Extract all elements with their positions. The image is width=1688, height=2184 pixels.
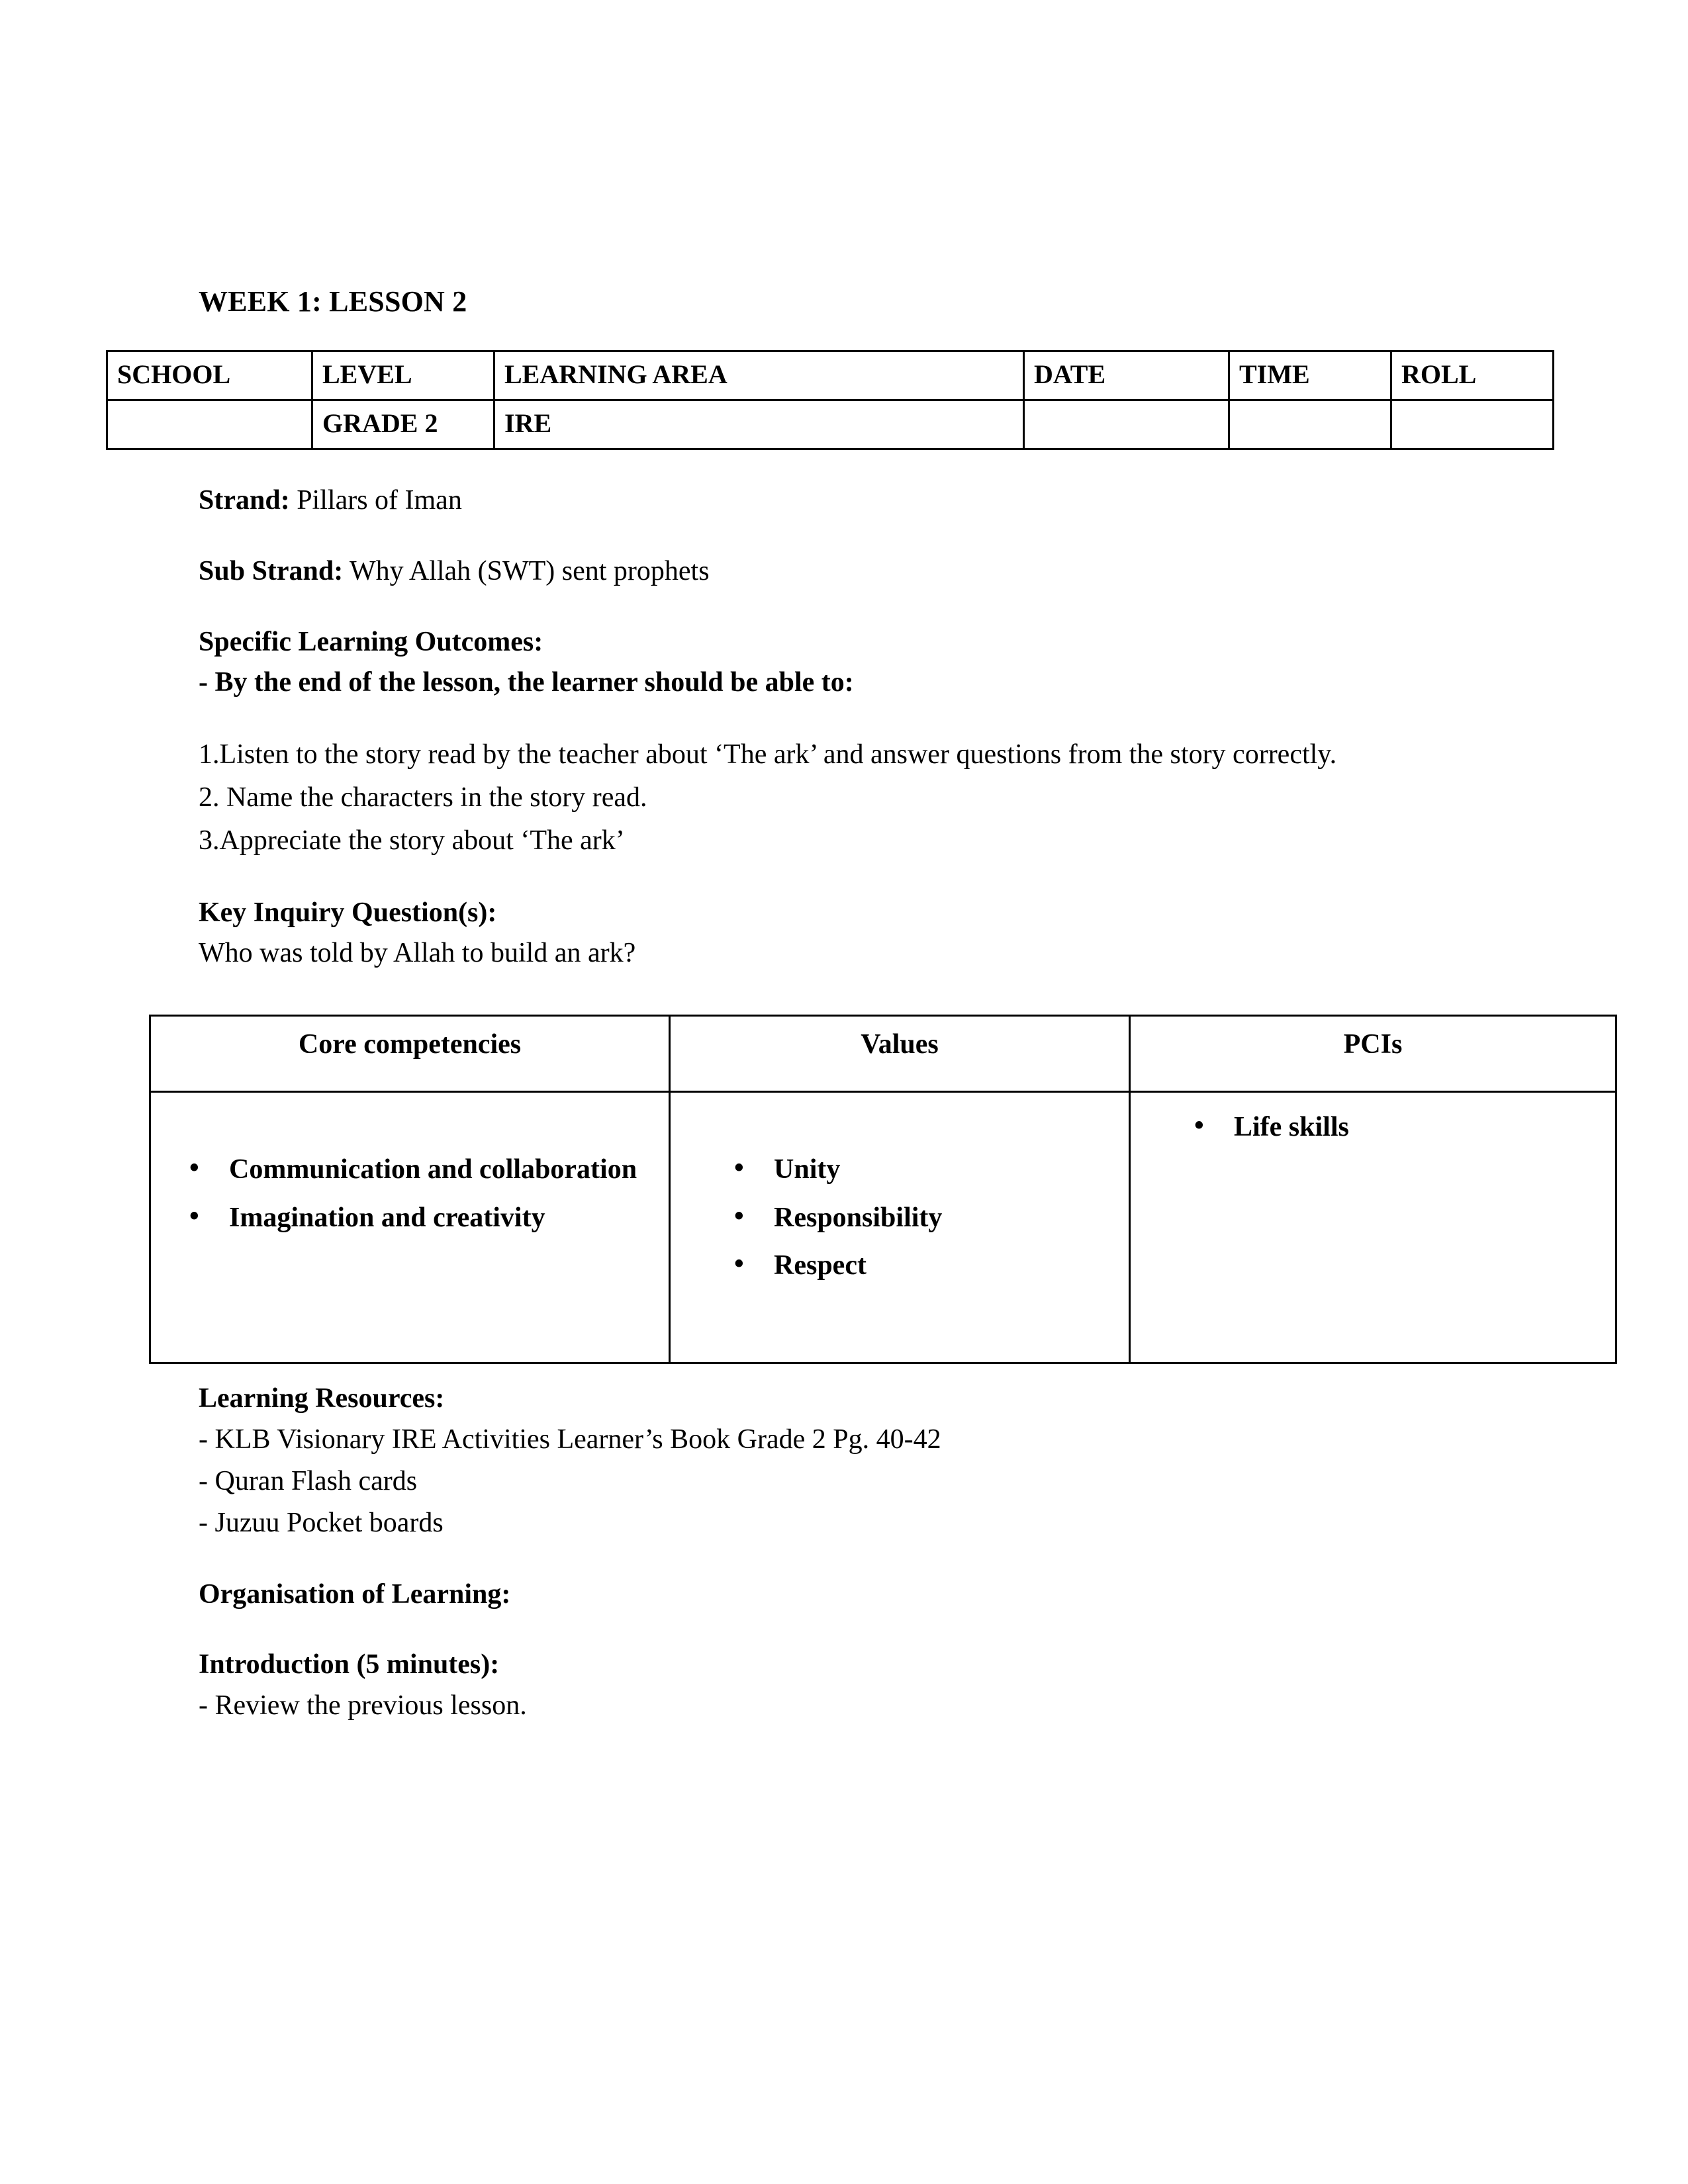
competency-table <box>149 1015 1617 1364</box>
outcome-item-1: 1.Listen to the story read by the teacher about ‘The ark’ and answer questions from the story correctly. <box>199 739 1337 770</box>
competency-header-row <box>150 1015 1617 1091</box>
cell-learning-area[interactable]: IRE <box>494 400 1024 449</box>
cell-date[interactable] <box>1024 400 1229 449</box>
key-inquiry-heading: Key Inquiry Question(s): <box>199 897 497 928</box>
sub-strand-line <box>106 551 1622 592</box>
cell-level[interactable]: GRADE 2 <box>312 400 494 449</box>
values-list <box>696 1150 1115 1287</box>
list-item: • Imagination and creativity <box>151 1198 655 1238</box>
table-row <box>107 400 1554 449</box>
strand-value: Pillars of Iman <box>289 485 462 516</box>
learning-resource-item-3: - Juzuu Pocket boards <box>199 1507 444 1538</box>
column-header-time: TIME <box>1229 351 1391 400</box>
strand-label: Strand: <box>199 485 290 516</box>
learning-resource-item-2: - Quran Flash cards <box>199 1465 418 1496</box>
list-item: • Respect <box>696 1246 1115 1286</box>
introduction-heading: Introduction (5 minutes): <box>199 1649 500 1680</box>
list-item: • Responsibility <box>696 1198 1115 1238</box>
learning-resources-heading: Learning Resources: <box>199 1383 445 1414</box>
column-header-learning-area: LEARNING AREA <box>494 351 1024 400</box>
outcomes-subheading: - By the end of the lesson, the learner should be able to: <box>199 666 854 698</box>
cell-roll[interactable] <box>1391 400 1554 449</box>
cell-values <box>670 1091 1130 1363</box>
sub-strand-label: Sub Strand: <box>199 555 344 586</box>
outcome-item-2: 2. Name the characters in the story read. <box>199 782 647 813</box>
column-header-pcis: PCIs <box>1130 1015 1617 1091</box>
competency-body-row <box>150 1091 1617 1363</box>
page-title: WEEK 1: LESSON 2 <box>199 285 467 318</box>
list-item: • Unity <box>696 1150 1115 1190</box>
key-inquiry-question: Who was told by Allah to build an ark? <box>199 937 636 968</box>
cell-time[interactable] <box>1229 400 1391 449</box>
core-competencies-list <box>151 1150 655 1238</box>
list-item: • Life skills <box>1156 1107 1602 1148</box>
column-header-level: LEVEL <box>312 351 494 400</box>
column-header-values: Values <box>670 1015 1130 1091</box>
lesson-info-table <box>106 350 1554 450</box>
organisation-heading: Organisation of Learning: <box>199 1578 511 1610</box>
cell-core-competencies <box>150 1091 670 1363</box>
outcomes-heading: Specific Learning Outcomes: <box>199 626 543 657</box>
cell-pcis <box>1130 1091 1617 1363</box>
sub-strand-value: Why Allah (SWT) sent prophets <box>343 555 710 586</box>
learning-resource-item-1: - KLB Visionary IRE Activities Learner’s Book Grade 2 Pg. 40-42 <box>199 1424 941 1455</box>
document-body <box>106 285 1622 1727</box>
outcome-item-3: 3.Appreciate the story about ‘The ark’ <box>199 825 625 856</box>
column-header-date: DATE <box>1024 351 1229 400</box>
list-item: • Communication and collaboration <box>151 1150 655 1190</box>
table-header-row <box>107 351 1554 400</box>
column-header-core-competencies: Core competencies <box>150 1015 670 1091</box>
column-header-school: SCHOOL <box>107 351 312 400</box>
cell-school[interactable] <box>107 400 312 449</box>
strand-line <box>106 480 1622 521</box>
column-header-roll: ROLL <box>1391 351 1554 400</box>
pcis-list <box>1156 1107 1602 1148</box>
introduction-item-1: - Review the previous lesson. <box>199 1690 527 1721</box>
